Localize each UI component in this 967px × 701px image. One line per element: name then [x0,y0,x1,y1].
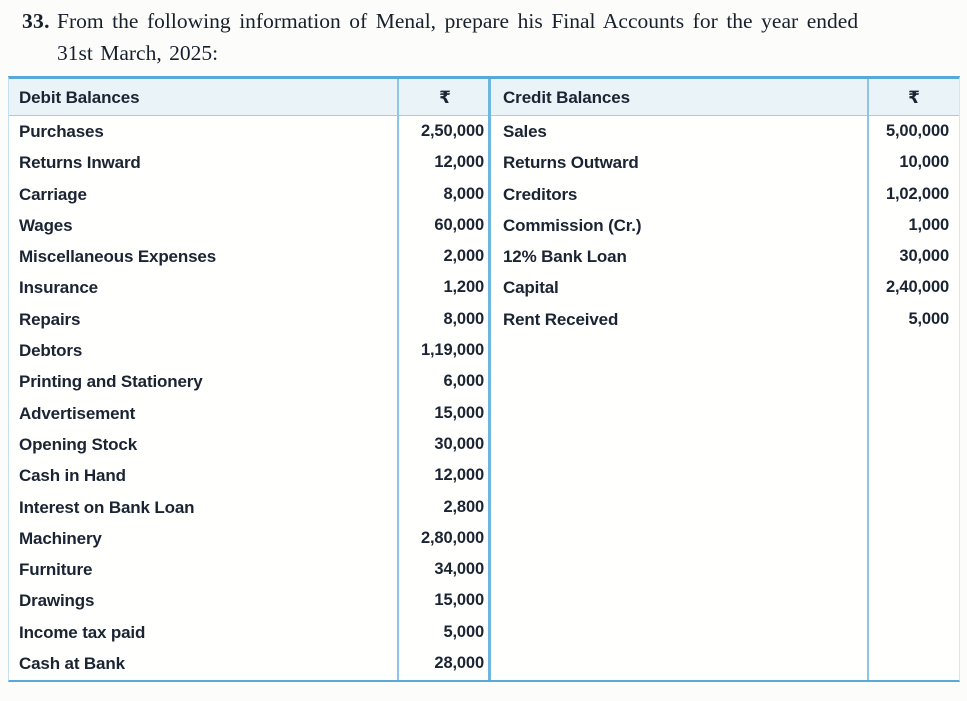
debit-item-amount: 28,000 [434,654,484,673]
debit-item-label: Advertisement [19,403,136,423]
debit-item-amount: 2,000 [443,247,484,266]
debit-item-amount: 8,000 [443,184,484,203]
credit-item-amount: 1,02,000 [885,184,949,203]
problem-statement [0,0,967,66]
debit-item-label: Debtors [19,341,83,361]
debit-item-amount: 8,000 [443,309,484,328]
debit-amount-column-divider [397,79,399,680]
credit-item-label: Sales [503,122,547,141]
credit-item-label: Creditors [503,184,578,204]
debit-item-label: Repairs [19,309,81,329]
debit-item-amount: 5,000 [443,622,484,641]
credit-item-label: 12% Bank Loan [503,247,627,267]
debit-item-amount: 15,000 [434,591,484,610]
debit-item-amount: 2,800 [443,497,484,516]
rupee-symbol-credit-header: ₹ [908,88,920,107]
debit-item-amount: 30,000 [434,434,484,453]
debit-item-label: Income tax paid [19,622,146,642]
rupee-symbol-debit-header: ₹ [439,88,451,107]
credit-item-amount: 10,000 [899,153,949,172]
debit-item-label: Furniture [19,560,93,580]
debit-item-label: Drawings [19,591,95,611]
credit-item-amount: 30,000 [899,247,949,266]
debit-item-label: Printing and Stationery [19,372,203,392]
credit-labels-column [491,116,869,680]
credit-item-amount: 2,40,000 [885,278,949,297]
problem-statement-line1 [22,9,963,34]
debit-item-label: Wages [19,215,73,235]
trial-balance-table [8,76,960,682]
debit-balances-header: Debit Balances [19,88,140,107]
credit-item-label: Returns Outward [503,153,639,173]
credit-balances-header: Credit Balances [503,88,630,107]
debit-amounts-column [399,116,491,680]
credit-amounts-column [869,116,959,680]
credit-item-amount: 5,000 [908,309,949,328]
credit-item-label: Commission (Cr.) [503,215,642,235]
debit-item-amount: 2,80,000 [420,528,484,547]
debit-item-label: Carriage [19,184,87,204]
credit-item-amount: 5,00,000 [885,122,949,140]
debit-item-label: Cash in Hand [19,466,126,486]
problem-statement-line2: 31st March, 2025: [57,41,219,65]
debit-item-amount: 60,000 [434,215,484,234]
table-body [9,116,959,680]
debit-credit-divider [488,79,491,680]
credit-item-amount: 1,000 [908,215,949,234]
debit-item-label: Purchases [19,122,104,141]
debit-item-amount: 1,200 [443,278,484,297]
debit-item-label: Miscellaneous Expenses [19,247,217,267]
table-header-row [9,79,959,116]
debit-item-amount: 34,000 [434,560,484,579]
debit-item-amount: 2,50,000 [420,122,484,140]
debit-item-label: Insurance [19,278,98,298]
credit-amount-column-divider [867,79,869,680]
debit-item-label: Cash at Bank [19,654,125,674]
debit-item-label: Opening Stock [19,434,138,454]
problem-text: From the following information of Menal, prepare his Final Accounts for the year ended [57,9,859,33]
debit-item-amount: 12,000 [434,466,484,485]
debit-labels-column [9,116,399,680]
debit-item-amount: 12,000 [434,153,484,172]
credit-item-label: Capital [503,278,559,298]
debit-item-amount: 15,000 [434,403,484,422]
debit-item-amount: 1,19,000 [420,341,484,360]
debit-item-label: Machinery [19,528,102,548]
debit-item-label: Returns Inward [19,153,141,173]
debit-item-amount: 6,000 [443,372,484,391]
credit-item-label: Rent Received [503,309,619,329]
debit-item-label: Interest on Bank Loan [19,497,195,517]
problem-number: 33. [22,9,50,33]
